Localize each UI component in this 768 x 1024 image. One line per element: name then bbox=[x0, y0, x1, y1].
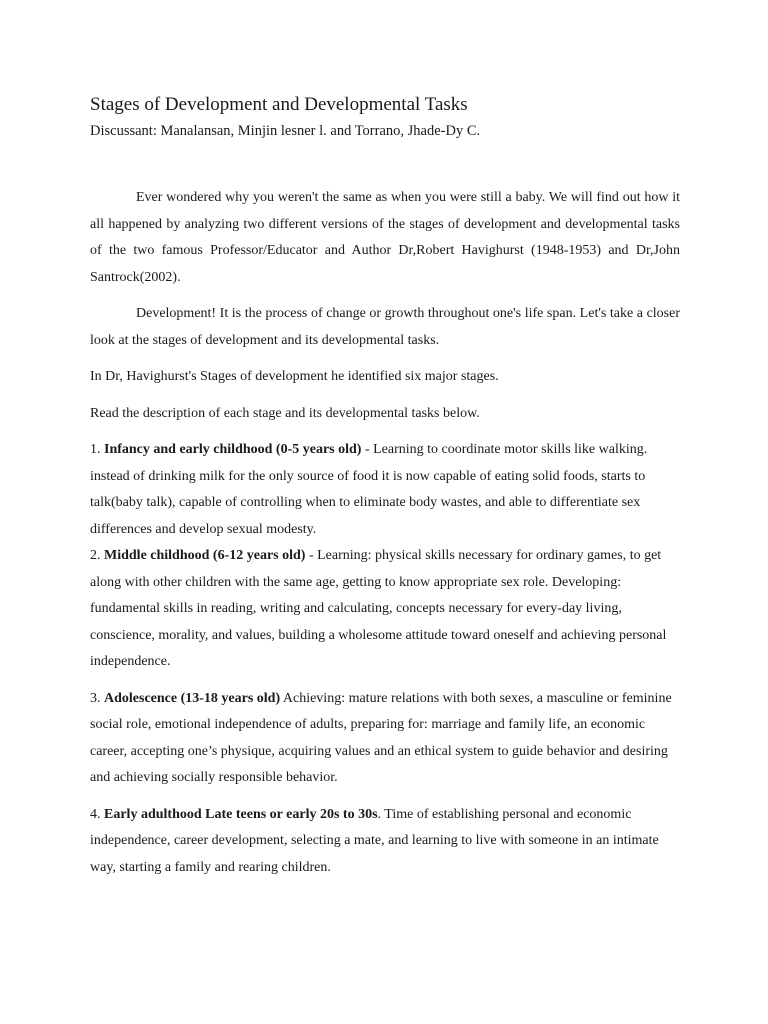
stage-3-number: 3. bbox=[90, 690, 101, 706]
stage-1-name: Infancy and early childhood (0-5 years old) bbox=[104, 442, 362, 457]
stage-2-text: - Learning: physical skills necessary for ordinary games, to get along with other children with the same age, getting to know appropriate sex role. Developing: fundamental skills in reading, writing and calculating, concepts necessary for every-day living, conscience, morality, and values, building a wholesome attitude toward oneself and achieving personal independence. bbox=[90, 548, 667, 669]
stage-4-name: Early adulthood Late teens or early 20s to 30s bbox=[104, 806, 378, 822]
stage-3-name: Adolescence (13-18 years old) bbox=[104, 690, 281, 706]
document-page bbox=[90, 92, 680, 881]
read-description-paragraph: Read the description of each stage and its developmental tasks below. bbox=[90, 405, 480, 421]
stage-3-text: Achieving: mature relations with both sexes, a masculine or feminine social role, emotional independence of adults, preparing for: marriage and family life, an economic career, accepting one’s physique, acquiring values and an ethical system to guide behavior and desiring and achieving socially responsible behavior. bbox=[90, 690, 672, 785]
stage-1-text: - Learning to coordinate motor skills like walking. instead of drinking milk for the only source of food it is now capable of eating solid foods, starts to talk(baby talk), capable of controlling when to eliminate body wastes, and able to differentiate sex differences and develop sexual modesty. bbox=[90, 442, 648, 537]
stage-4-paragraph bbox=[90, 802, 680, 882]
stage-4-number: 4. bbox=[90, 806, 101, 822]
stage-1-paragraph bbox=[90, 437, 680, 543]
document-title: Stages of Development and Developmental Tasks bbox=[90, 94, 468, 115]
stage-2-paragraph bbox=[90, 543, 680, 676]
stage-1-number: 1. bbox=[90, 442, 101, 457]
havighurst-paragraph: In Dr, Havighurst's Stages of development he identified six major stages. bbox=[90, 369, 499, 384]
stage-2-number: 2. bbox=[90, 548, 101, 563]
intro-paragraph: Ever wondered why you weren't the same as when you were still a baby. We will find out how it all happened by analyzing two different versions of the stages of development and developmental tasks of the two famous Professor/Educator and Author Dr,Robert Havighurst (1948-1953) and Dr,John Santrock(2002). bbox=[90, 190, 680, 285]
stage-2-name: Middle childhood (6-12 years old) bbox=[104, 548, 306, 563]
development-paragraph: Development! It is the process of change or growth throughout one's life span. Let's take a closer look at the stages of development and its developmental tasks. bbox=[90, 306, 680, 348]
stage-4-text: . Time of establishing personal and economic independence, career development, selecting a mate, and learning to live with someone in an intimate way, starting a family and rearing children. bbox=[90, 806, 659, 875]
stage-3-paragraph bbox=[90, 686, 680, 792]
discussant-line: Discussant: Manalansan, Minjin lesner l. and Torrano, Jhade-Dy C. bbox=[90, 123, 481, 139]
